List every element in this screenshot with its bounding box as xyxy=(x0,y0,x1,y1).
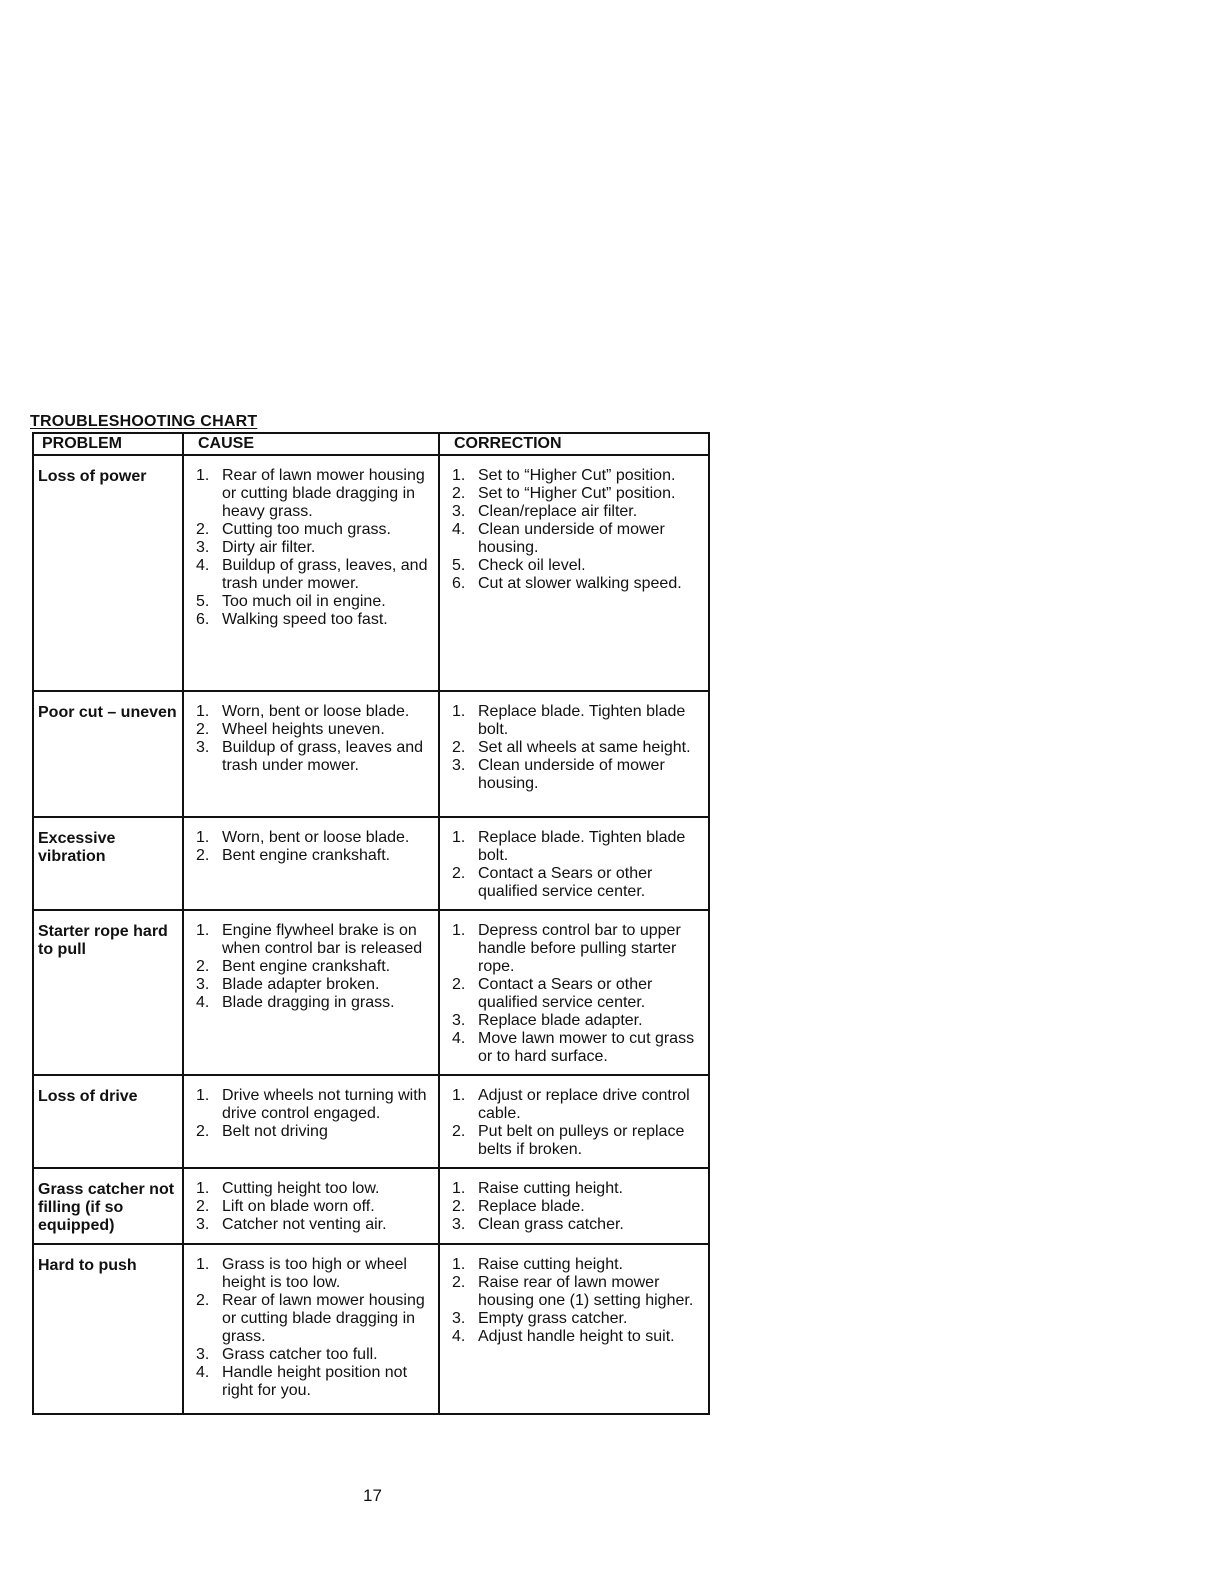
item-number: 4. xyxy=(452,521,466,538)
item-number: 3. xyxy=(196,1346,210,1363)
item-text: Move lawn mower to cut grass or to hard surface. xyxy=(478,1030,695,1065)
item-number: 2. xyxy=(452,865,466,882)
item-number: 1. xyxy=(196,1256,210,1273)
problem-cell: Starter rope hard to pull xyxy=(33,910,183,1075)
correction-cell xyxy=(439,691,709,817)
cause-item xyxy=(190,829,434,847)
correction-cell xyxy=(439,817,709,910)
cause-item xyxy=(190,994,434,1012)
item-text: Clean underside of mower housing. xyxy=(478,521,665,556)
correction-item xyxy=(446,739,704,757)
correction-item xyxy=(446,922,704,976)
item-text: Blade dragging in grass. xyxy=(222,994,395,1011)
item-text: Cutting height too low. xyxy=(222,1180,380,1197)
table-row xyxy=(33,817,709,910)
correction-item xyxy=(446,1256,704,1274)
item-text: Contact a Sears or other qualified service center. xyxy=(478,976,653,1011)
table-row xyxy=(33,1244,709,1414)
item-text: Drive wheels not turning with drive control engaged. xyxy=(222,1087,427,1122)
problem-cell: Hard to push xyxy=(33,1244,183,1414)
troubleshooting-table xyxy=(32,432,710,1415)
correction-item xyxy=(446,485,704,503)
cause-item xyxy=(190,976,434,994)
table-body xyxy=(33,455,709,1414)
item-number: 4. xyxy=(196,557,210,574)
correction-item xyxy=(446,1198,704,1216)
cause-item xyxy=(190,1180,434,1198)
item-number: 1. xyxy=(452,467,466,484)
item-text: Catcher not venting air. xyxy=(222,1216,387,1233)
item-text: Clean/replace air filter. xyxy=(478,503,638,520)
item-text: Buildup of grass, leaves, and trash under mower. xyxy=(222,557,428,592)
item-number: 1. xyxy=(196,703,210,720)
item-number: 2. xyxy=(196,958,210,975)
item-text: Adjust handle height to suit. xyxy=(478,1328,675,1345)
correction-item xyxy=(446,703,704,739)
item-text: Rear of lawn mower housing or cutting blade dragging in grass. xyxy=(222,1292,425,1345)
item-number: 5. xyxy=(452,557,466,574)
item-number: 1. xyxy=(452,922,466,939)
item-number: 1. xyxy=(452,1180,466,1197)
item-number: 2. xyxy=(452,976,466,993)
item-number: 3. xyxy=(452,1310,466,1327)
page-number: 17 xyxy=(363,1486,382,1505)
table-row xyxy=(33,691,709,817)
item-text: Put belt on pulleys or replace belts if broken. xyxy=(478,1123,685,1158)
item-text: Replace blade. Tighten blade bolt. xyxy=(478,829,686,864)
item-text: Grass is too high or wheel height is too low. xyxy=(222,1256,407,1291)
item-number: 1. xyxy=(196,467,210,484)
item-number: 1. xyxy=(196,1180,210,1197)
problem-cell: Loss of drive xyxy=(33,1075,183,1168)
cause-item xyxy=(190,557,434,593)
problem-cell: Poor cut – uneven xyxy=(33,691,183,817)
cause-item xyxy=(190,1216,434,1234)
cause-cell xyxy=(183,1168,439,1244)
item-text: Replace blade. Tighten blade bolt. xyxy=(478,703,686,738)
item-number: 3. xyxy=(452,503,466,520)
item-text: Walking speed too fast. xyxy=(222,611,388,628)
correction-cell xyxy=(439,1168,709,1244)
cause-cell xyxy=(183,910,439,1075)
item-text: Raise cutting height. xyxy=(478,1180,623,1197)
correction-cell xyxy=(439,1244,709,1414)
correction-item xyxy=(446,757,704,793)
item-text: Dirty air filter. xyxy=(222,539,316,556)
cause-item xyxy=(190,1198,434,1216)
cause-item xyxy=(190,739,434,775)
item-number: 2. xyxy=(196,1123,210,1140)
item-number: 2. xyxy=(452,1274,466,1291)
item-number: 6. xyxy=(196,611,210,628)
correction-item xyxy=(446,1180,704,1198)
item-text: Clean underside of mower housing. xyxy=(478,757,665,792)
cause-cell xyxy=(183,817,439,910)
item-number: 6. xyxy=(452,575,466,592)
item-text: Contact a Sears or other qualified service center. xyxy=(478,865,653,900)
correction-item xyxy=(446,1012,704,1030)
cause-cell xyxy=(183,1244,439,1414)
cause-item xyxy=(190,703,434,721)
item-number: 2. xyxy=(196,521,210,538)
item-number: 1. xyxy=(452,703,466,720)
item-text: Belt not driving xyxy=(222,1123,328,1140)
item-text: Grass catcher too full. xyxy=(222,1346,378,1363)
correction-item xyxy=(446,1274,704,1310)
chart-title: TROUBLESHOOTING CHART xyxy=(30,413,258,430)
item-text: Check oil level. xyxy=(478,557,586,574)
item-number: 3. xyxy=(196,1216,210,1233)
cause-item xyxy=(190,958,434,976)
cause-cell xyxy=(183,691,439,817)
item-text: Depress control bar to upper handle before pulling starter rope. xyxy=(478,922,681,975)
item-text: Wheel heights uneven. xyxy=(222,721,385,738)
header-row xyxy=(33,433,709,455)
cause-cell xyxy=(183,455,439,691)
item-number: 3. xyxy=(452,1012,466,1029)
item-number: 2. xyxy=(452,739,466,756)
cause-item xyxy=(190,1364,434,1400)
correction-item xyxy=(446,1310,704,1328)
item-number: 1. xyxy=(196,829,210,846)
item-text: Set to “Higher Cut” position. xyxy=(478,467,676,484)
table-row xyxy=(33,1075,709,1168)
problem-cell: Loss of power xyxy=(33,455,183,691)
item-text: Cutting too much grass. xyxy=(222,521,391,538)
cause-item xyxy=(190,1087,434,1123)
cause-cell xyxy=(183,1075,439,1168)
item-number: 3. xyxy=(196,739,210,756)
cause-item xyxy=(190,1346,434,1364)
problem-cell: Grass catcher not filling (if so equipped) xyxy=(33,1168,183,1244)
item-text: Replace blade. xyxy=(478,1198,585,1215)
item-number: 2. xyxy=(452,485,466,502)
item-text: Worn, bent or loose blade. xyxy=(222,703,410,720)
correction-item xyxy=(446,521,704,557)
item-text: Buildup of grass, leaves and trash under mower. xyxy=(222,739,424,774)
item-number: 3. xyxy=(196,539,210,556)
item-number: 3. xyxy=(452,757,466,774)
item-number: 3. xyxy=(452,1216,466,1233)
item-number: 2. xyxy=(452,1198,466,1215)
correction-cell xyxy=(439,910,709,1075)
header-correction: CORRECTION xyxy=(439,433,709,455)
item-text: Cut at slower walking speed. xyxy=(478,575,682,592)
cause-item xyxy=(190,847,434,865)
item-number: 2. xyxy=(196,721,210,738)
cause-item xyxy=(190,521,434,539)
correction-item xyxy=(446,1087,704,1123)
item-number: 2. xyxy=(196,1198,210,1215)
cause-item xyxy=(190,539,434,557)
item-number: 2. xyxy=(452,1123,466,1140)
item-number: 2. xyxy=(196,1292,210,1309)
item-text: Empty grass catcher. xyxy=(478,1310,628,1327)
item-text: Bent engine crankshaft. xyxy=(222,958,391,975)
item-text: Replace blade adapter. xyxy=(478,1012,643,1029)
correction-item xyxy=(446,1030,704,1066)
item-number: 1. xyxy=(452,829,466,846)
cause-item xyxy=(190,922,434,958)
item-number: 4. xyxy=(196,1364,210,1381)
correction-item xyxy=(446,865,704,901)
correction-item xyxy=(446,503,704,521)
correction-item xyxy=(446,829,704,865)
table-row xyxy=(33,1168,709,1244)
cause-item xyxy=(190,721,434,739)
correction-item xyxy=(446,467,704,485)
item-number: 1. xyxy=(196,922,210,939)
item-text: Set to “Higher Cut” position. xyxy=(478,485,676,502)
item-number: 1. xyxy=(452,1087,466,1104)
cause-item xyxy=(190,593,434,611)
item-number: 1. xyxy=(196,1087,210,1104)
table-row xyxy=(33,910,709,1075)
item-text: Clean grass catcher. xyxy=(478,1216,624,1233)
item-text: Worn, bent or loose blade. xyxy=(222,829,410,846)
item-text: Engine flywheel brake is on when control bar is released xyxy=(222,922,423,957)
item-number: 4. xyxy=(196,994,210,1011)
item-text: Lift on blade worn off. xyxy=(222,1198,375,1215)
item-text: Raise cutting height. xyxy=(478,1256,623,1273)
item-number: 2. xyxy=(196,847,210,864)
item-number: 3. xyxy=(196,976,210,993)
correction-item xyxy=(446,557,704,575)
item-text: Bent engine crankshaft. xyxy=(222,847,391,864)
item-number: 4. xyxy=(452,1328,466,1345)
item-text: Too much oil in engine. xyxy=(222,593,386,610)
correction-item xyxy=(446,1328,704,1346)
correction-item xyxy=(446,1123,704,1159)
cause-item xyxy=(190,1292,434,1346)
item-number: 1. xyxy=(452,1256,466,1273)
cause-item xyxy=(190,467,434,521)
correction-item xyxy=(446,1216,704,1234)
problem-cell: Excessive vibration xyxy=(33,817,183,910)
header-cause: CAUSE xyxy=(183,433,439,455)
item-text: Handle height position not right for you. xyxy=(222,1364,408,1399)
correction-item xyxy=(446,575,704,593)
item-text: Raise rear of lawn mower housing one (1) setting higher. xyxy=(478,1274,694,1309)
table-row xyxy=(33,455,709,691)
cause-item xyxy=(190,611,434,629)
item-number: 5. xyxy=(196,593,210,610)
item-text: Set all wheels at same height. xyxy=(478,739,691,756)
item-number: 4. xyxy=(452,1030,466,1047)
cause-item xyxy=(190,1256,434,1292)
header-problem: PROBLEM xyxy=(33,433,183,455)
item-text: Rear of lawn mower housing or cutting blade dragging in heavy grass. xyxy=(222,467,425,520)
item-text: Blade adapter broken. xyxy=(222,976,380,993)
item-text: Adjust or replace drive control cable. xyxy=(478,1087,690,1122)
correction-cell xyxy=(439,1075,709,1168)
cause-item xyxy=(190,1123,434,1141)
correction-cell xyxy=(439,455,709,691)
correction-item xyxy=(446,976,704,1012)
